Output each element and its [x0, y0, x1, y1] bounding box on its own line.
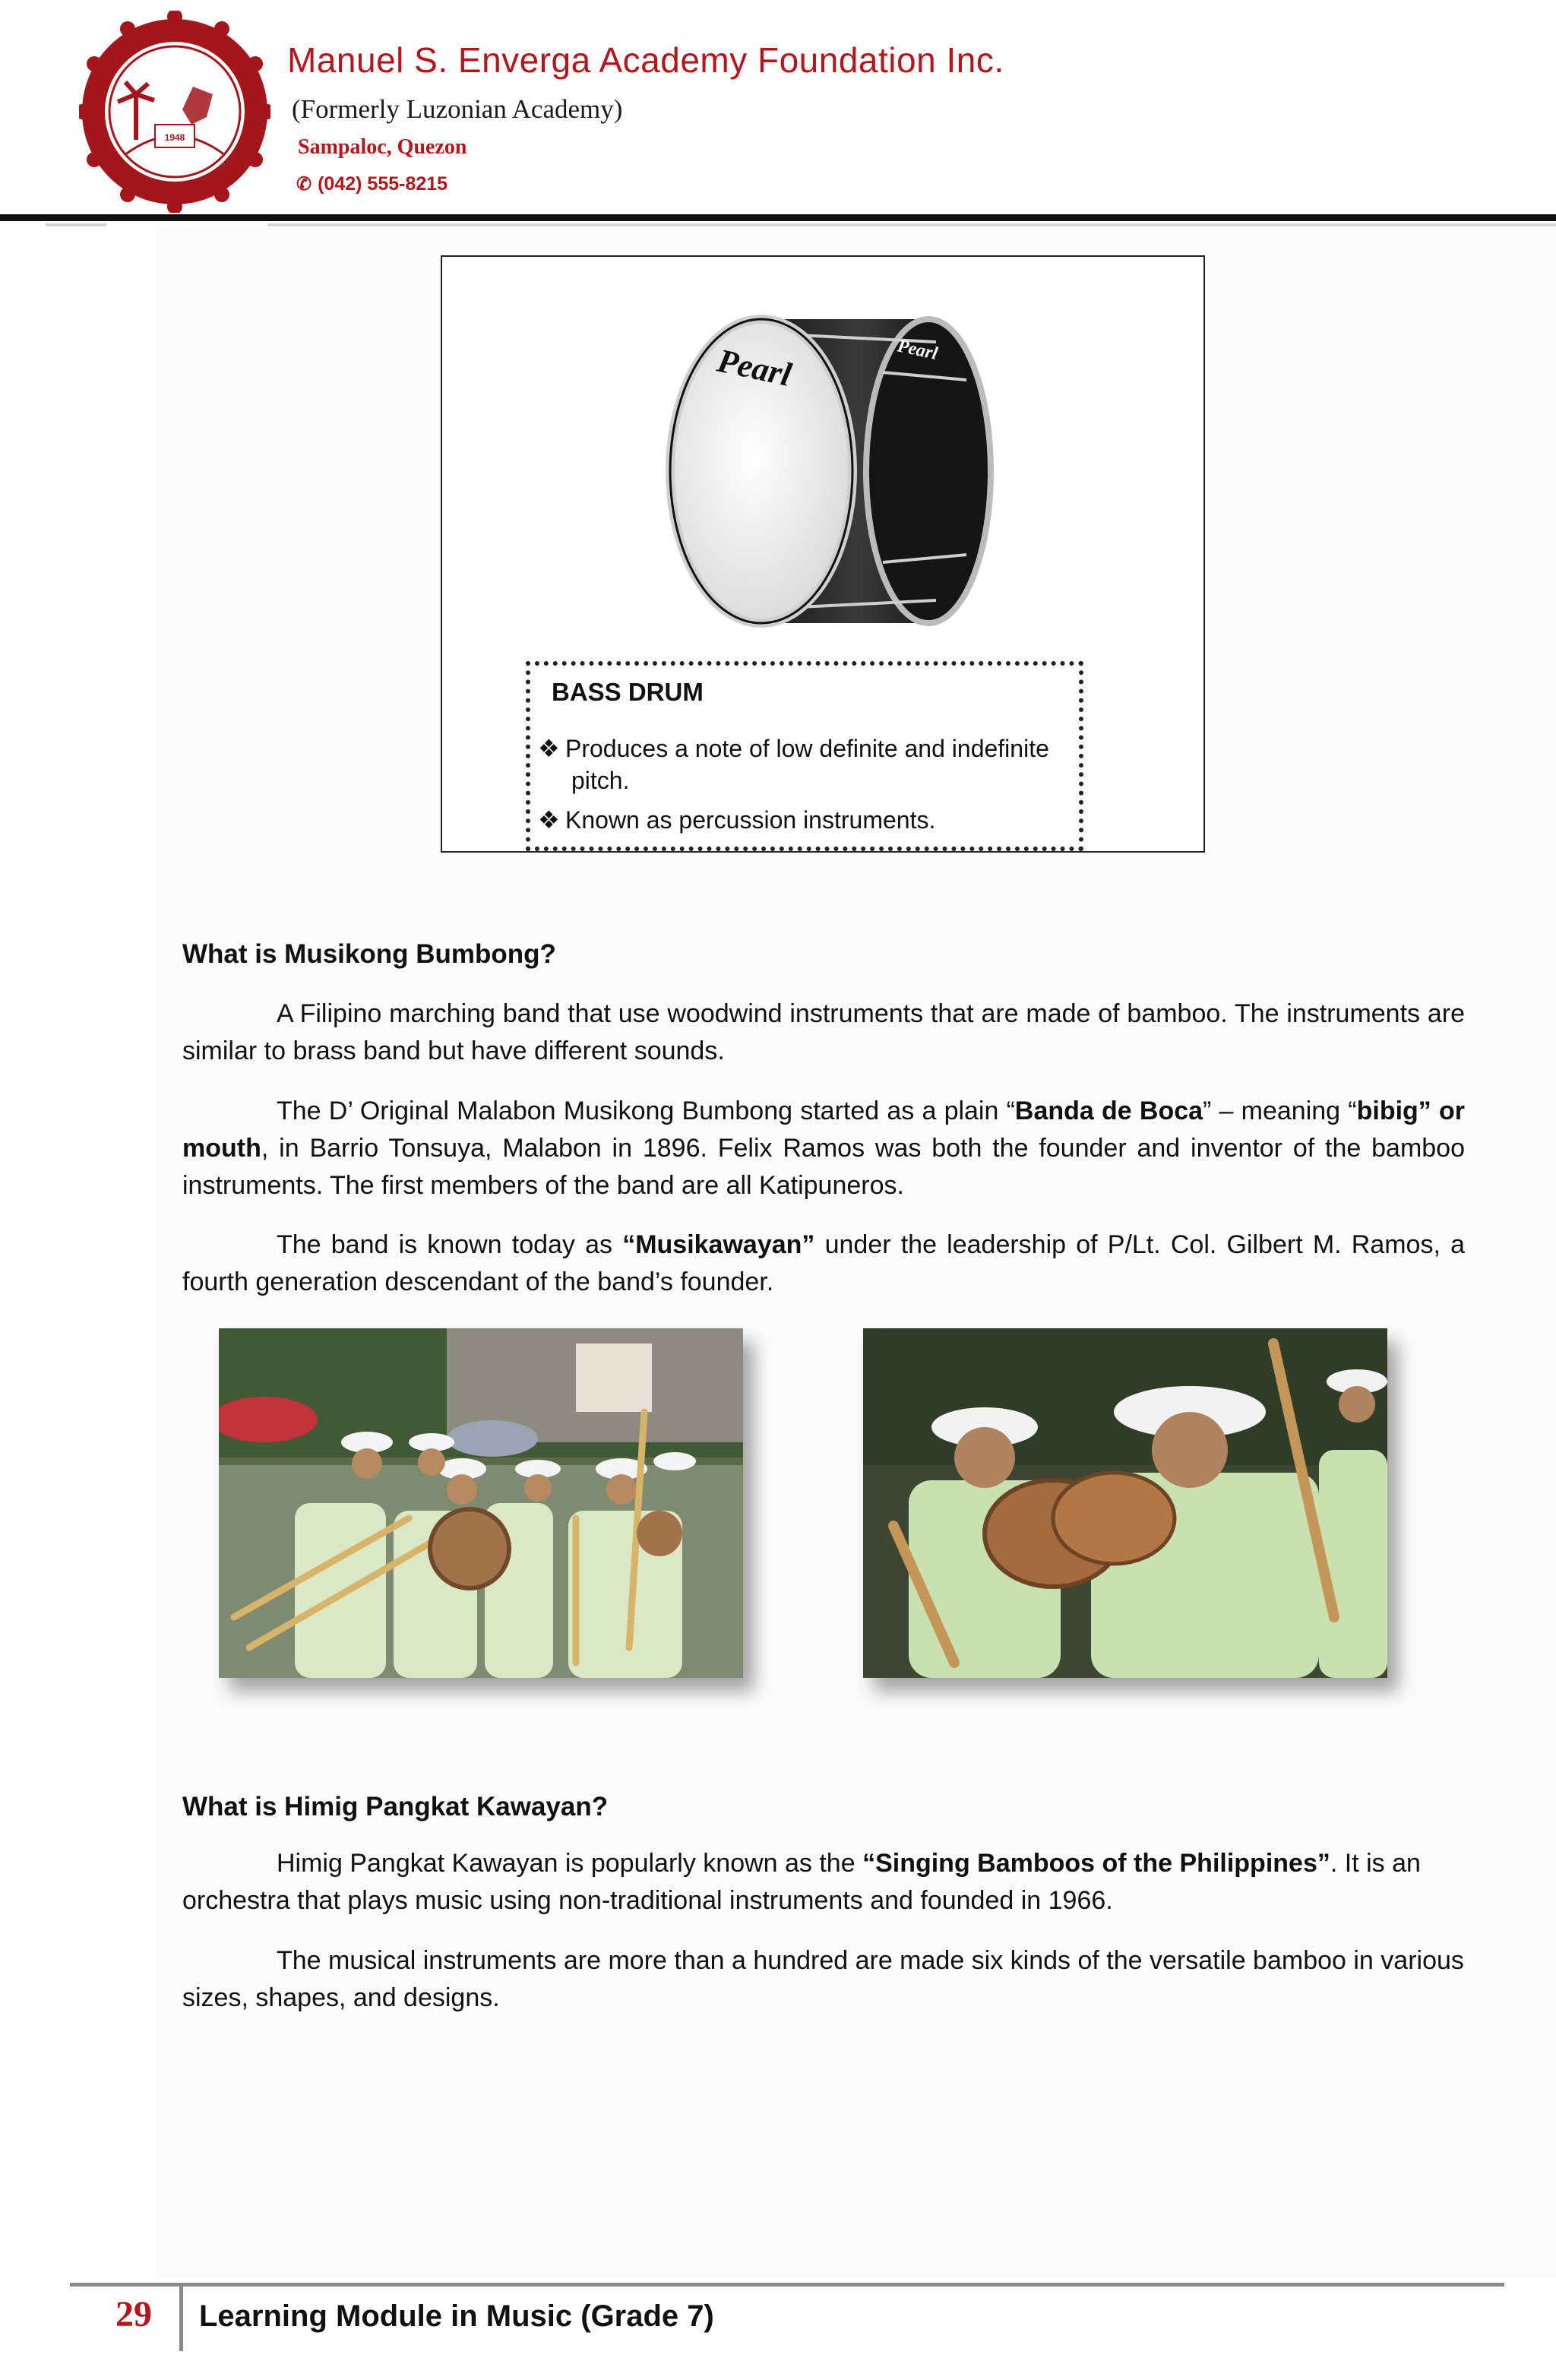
- musikong-bumbong-photo-2: [863, 1328, 1387, 1678]
- footer-module-title: Learning Module in Music (Grade 7): [199, 2299, 714, 2333]
- school-former-name: (Formerly Luzonian Academy): [292, 94, 623, 124]
- svg-text:Pearl: Pearl: [895, 336, 940, 364]
- bass-drum-caption: [526, 661, 1083, 851]
- school-phone: [296, 173, 448, 195]
- phone-icon: ✆: [296, 174, 312, 195]
- caption-bullet-continued: pitch.: [571, 767, 630, 794]
- svg-text:Pearl: Pearl: [714, 341, 795, 394]
- paragraph: The D’ Original Malabon Musikong Bumbong started as a plain “Banda de Boca” – meaning “bibig” or mouth, in Barrio Tonsuya, Malabon in 1896. Felix Ramos was both the founder and inventor of the bamboo instruments. The first members of the band are all Katipuneros.: [182, 1097, 1465, 1200]
- section-heading-musikong-bumbong: What is Musikong Bumbong?: [182, 939, 556, 969]
- page-number: 29: [115, 2294, 152, 2334]
- paragraph: The band is known today as “Musikawayan” under the leadership of P/Lt. Col. Gilbert M. Ramos, a fourth generation descendant of the band’s founder.: [182, 1230, 1465, 1296]
- caption-bullet: ❖ Known as percussion instruments.: [538, 802, 935, 838]
- caption-bullet: ❖ Produces a note of low definite and indefinite: [538, 731, 1070, 767]
- musikong-bumbong-photo-1: [219, 1328, 743, 1678]
- paragraph: A Filipino marching band that use woodwind instruments that are made of bamboo. The instruments are similar to brass band but have different sounds.: [182, 999, 1465, 1065]
- header-divider-accent: [46, 223, 106, 226]
- footer-divider: [70, 2283, 1504, 2287]
- caption-title: BASS DRUM: [552, 678, 704, 706]
- paragraph: Himig Pangkat Kawayan is popularly known as the “Singing Bamboos of the Philippines”. It is an orchestra that plays music using non-traditional instruments and founded in 1966.: [182, 1849, 1421, 1915]
- school-name: Manuel S. Enverga Academy Foundation Inc.: [287, 40, 1004, 80]
- school-address: Sampaloc, Quezon: [298, 135, 467, 159]
- school-seal-logo: [79, 11, 270, 213]
- header-divider-accent: [267, 223, 1556, 226]
- paragraph: The musical instruments are more than a hundred are made six kinds of the versatile bamboo in various sizes, shapes, and designs.: [182, 1946, 1464, 2012]
- svg-text:1948: 1948: [164, 132, 185, 143]
- bullet-icon: ❖: [538, 735, 560, 762]
- section-heading-himig-pangkat-kawayan: What is Himig Pangkat Kawayan?: [182, 1792, 609, 1821]
- footer-vertical-divider: [179, 2286, 183, 2351]
- bullet-icon: ❖: [538, 806, 560, 834]
- bass-drum-image: [632, 289, 1012, 654]
- phone-number: (042) 555-8215: [318, 173, 448, 195]
- header-divider: [0, 214, 1556, 221]
